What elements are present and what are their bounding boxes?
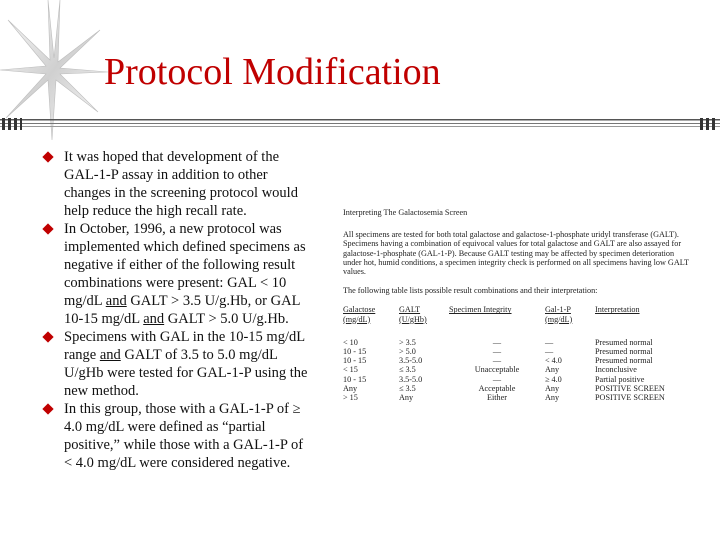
table-cell: Any [545,365,560,375]
table-cell: — [492,374,502,384]
bullet-item [44,148,314,220]
table-cell: — [545,337,554,347]
interpretation-inset [343,208,691,402]
table-cell: POSITIVE SCREEN [595,393,665,403]
table-row [343,375,681,384]
table-cell: Any [545,383,560,393]
table-cell: 3.5-5.0 [399,356,423,366]
table-cell: 10 - 15 [343,347,367,357]
bullet-text: It was hoped that development of the GAL-1-P assay in addition to other changes in the screening protocol would help reduce the high recall rate. [64,149,298,219]
table-cell: Presumed normal [595,337,653,347]
table-cell: 10 - 15 [343,356,367,366]
column-header: Interpretation [595,305,640,315]
bullet-text: Specimens with GAL in the 10-15 mg/dL range [64,329,305,363]
bullet-diamond-icon [42,151,53,162]
and-text: and [99,347,121,363]
bullet-text: GALT of 3.5 to 5.0 mg/dL U/gHb were tested for GAL-1-P using the new method. [64,347,308,399]
condition-text: GALT > 5.0 U/g.Hb. [167,311,289,327]
table-cell: < 15 [343,365,358,375]
page-title: Protocol Modification [104,51,441,93]
table-row [343,338,681,347]
result-table [343,305,681,402]
bullet-text: In October, 1996, a new protocol was implemented which defined specimens as negative if either of the following result combinations were present: [64,221,306,291]
table-cell: Any [343,383,358,393]
table-cell: — [492,347,502,357]
column-header: Gal-1-P (mg/dL) [545,305,573,324]
table-cell: < 10 [343,337,358,347]
table-cell: — [492,356,502,366]
table-row [343,365,681,374]
table-cell: 3.5-5.0 [399,374,423,384]
inset-title: Interpreting The Galactosemia Screen [343,208,468,217]
column-header: GALT (U/gHb) [399,305,427,324]
table-cell: Either [486,393,507,403]
table-cell: > 15 [343,393,358,403]
bullet-diamond-icon [42,331,53,342]
table-cell: Presumed normal [595,356,653,366]
table-cell: Partial positive [595,374,645,384]
table-cell: ≤ 3.5 [399,365,416,375]
inset-paragraph: All specimens are tested for both total galactose and galactose-1-phosphate uridyl transferase (GALT). Specimens having a combination of equivocal values for total galactose and GALT are also assayed for galactose-1-phosphate (GAL-1-P). Because GALT testing may be affected by specimen deterioration under hot, humid conditions, a specimen integrity check is performed on all specimens having low GALT values. [343,230,689,277]
table-row [343,356,681,365]
table-cell: POSITIVE SCREEN [595,383,665,393]
table-cell: Acceptable [478,383,516,393]
table-cell: 10 - 15 [343,374,367,384]
bullet-item [44,220,314,328]
column-header: Specimen Integrity [449,305,512,315]
and-text: and [143,311,165,327]
inset-paragraph: The following table lists possible result combinations and their interpretation: [343,286,598,296]
table-header-row [343,305,681,337]
condition-text: GAL 10-15 mg/dL [64,293,300,327]
column-header: Galactose (mg/dL) [343,305,376,324]
table-cell: — [545,347,554,357]
bullet-diamond-icon [42,223,53,234]
table-cell: Any [545,393,560,403]
table-cell: — [492,337,502,347]
condition-text: GAL < 10 mg/dL [64,275,287,309]
table-row [343,393,681,402]
table-cell: > 5.0 [399,347,416,357]
table-cell: ≥ 4.0 [545,374,562,384]
bullet-diamond-icon [42,403,53,414]
table-cell: > 3.5 [399,337,416,347]
table-cell: Unacceptable [474,365,520,375]
table-row [343,347,681,356]
table-cell: Inconclusive [595,365,637,375]
title-divider [0,117,720,131]
and-text: and [105,293,127,309]
or-text: or [254,293,268,309]
bullet-text: In this group, those with a GAL-1-P of ≥ 4.0 mg/dL were defined as “partial positive,” while those with a GAL-1-P of < 4.0 mg/dL were considered negative. [64,401,304,471]
bullet-item [44,328,314,400]
bullet-list [44,148,314,472]
table-cell: Presumed normal [595,347,653,357]
table-row [343,384,681,393]
bullet-item [44,400,314,472]
condition-text: GALT > 3.5 U/g.Hb, [130,293,252,309]
table-cell: Any [399,393,414,403]
table-cell: ≤ 3.5 [399,383,416,393]
table-cell: < 4.0 [545,356,562,366]
